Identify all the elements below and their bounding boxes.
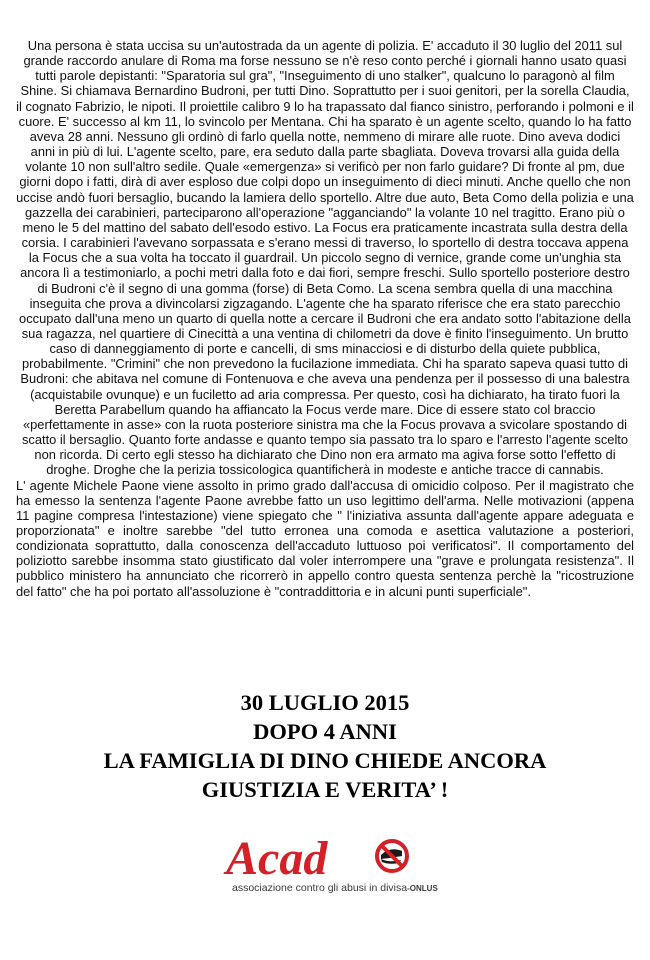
article-paragraph-story: Una persona è stata uccisa su un'autostrada da un agente di polizia. E' accaduto il 30 luglio del 2011 sul grande raccordo anulare di Roma ma forse nessuno se n'è reso conto perché i giornali hanno usato quasi tutti parole depistanti: "Sparatoria sul gra", "Inseguimento di uno stalker", qualcuno lo paragonò al film Shine. Si chiamava Bernardino Budroni, per tutti Dino. Soprattutto per i suoi genitori, per la sorella Claudia, il cognato Fabrizio, le nipoti. Il proiettile calibro 9 lo ha trapassato dal fianco sinistro, perforando i polmoni e il cuore. E' successo al km 11, lo svincolo per Mentana. Chi ha sparato è un agente scelto, quando lo ha fatto aveva 28 anni. Nessuno gli ordinò di farlo quella notte, nemmeno di mirare alle ruote. Dino aveva dodici anni in più di lui. L'agente scelto, pare, era seduto dalla parte sbagliata. Doveva trovarsi alla guida della volante 10 non sull'altro sedile. Quale «emergenza» si verificò per non farlo guidare? Di fronte al pm, due giorni dopo i fatti, dirà di aver esploso due colpi dopo un inseguimento di dieci minuti. Anche quello che non uccise andò fuori bersaglio, bucando la lamiera dello sportello. Altre due auto, Beta Como della polizia e una gazzella dei carabinieri, parteciparono all'operazione "agganciando" la volante 10 nel tragitto. Erano più o meno le 5 del mattino del sabato dell'esodo estivo. La Focus era praticamente incastrata sulla destra della corsia. I carabinieri l'avevano sorpassata e s'erano messi di traverso, lo sportello di destra toccava appena la Focus che a sua volta ha toccato il guardrail. Un piccolo segno di vernice, grande come un'unghia sta ancora lì a testimoniarlo, a pochi metri dalla foto e dai fiori, sempre freschi. Sullo sportello posteriore destro di Budroni c'è il segno di una gomma (forse) di Beta Como. La scena sembra quella di una macchina inseguita che prova a divincolarsi zigzagando. L'agente che ha sparato riferisce che era stato parecchio occupato dall'una meno un quarto di quella notte a cercare il Budroni che era andato sotto l'abitazione della sua ragazza, nel quartiere di Cinecittà a una ventina di chilometri da dove è finito l'inseguimento. Un brutto caso di danneggiamento di porte e cancelli, di sms minacciosi e di disturbo della quiete pubblica, probabilmente. "Crimini" che non prevedono la fucilazione immediata. Chi ha sparato sapeva quasi tutto di Budroni: che abitava nel comune di Fontenuova e che aveva una pendenza per il possesso di una balestra (acquistabile ovunque) e un fuciletto ad aria compressa. Per questo, così ha dichiarato, ha tirato fuori la Beretta Parabellum quando ha affiancato la Focus verde mare. Dice di essere stato col braccio «perfettamente in asse» con la ruota posteriore sinistra ma che la Focus provava a svicolare spostando di scatto il bersaglio. Quanto forte andasse e quanto tempo sia passato tra lo sparo e l'arresto l'agente scelto non ricorda. Di certo egli stesso ha dichiarato che Dino non era armato ma agiva forse sotto l'effetto di droghe. Droghe che la perizia tossicologica quantificherà in modeste e antiche tracce di cannabis. (16, 38, 634, 478)
logo-tagline: associazione contro gli abusi in divisa-ONLUS (232, 882, 438, 894)
article-body (16, 38, 634, 599)
headline-justice: GIUSTIZIA E VERITA’ ! (201, 777, 449, 802)
logo-brand-text: Acad (226, 832, 328, 885)
headline (0, 688, 650, 804)
headline-family: LA FAMIGLIA DI DINO CHIEDE ANCORA (103, 748, 547, 773)
acad-logo (0, 822, 650, 902)
no-police-cap-icon (377, 841, 407, 871)
article-paragraph-verdict: L' agente Michele Paone viene assolto in primo grado dall'accusa di omicidio colposo. Per il magistrato che ha emesso la sentenza l'agente Paone avrebbe fatto un uso legittimo dell'arma. Nelle motivazioni (appena 11 pagine compresa l'intestazione) viene spiegato che " l'iniziativa assunta dall'agente appare adeguata e proporzionata" e inoltre sarebbe "del tutto erronea una comoda e asettica valutazione a posteriori, condizionata soprattutto, dalla conoscenza dell'accaduto luttuoso poi verificatosi". Il comportamento del poliziotto sarebbe insomma stato giustificato dal voler interrompere una "grave e prolungata resistenza". Il pubblico ministero ha annunciato che ricorrerò in appello contro questa sentenza perchè la "ricostruzione del fatto" che ha poi portato all'assoluzione è "contraddittoria e in alcuni punti superficiale". (16, 477, 634, 599)
acad-logo-graphic (0, 822, 650, 902)
headline-years: DOPO 4 ANNI (253, 719, 397, 744)
headline-date: 30 LUGLIO 2015 (240, 690, 410, 715)
